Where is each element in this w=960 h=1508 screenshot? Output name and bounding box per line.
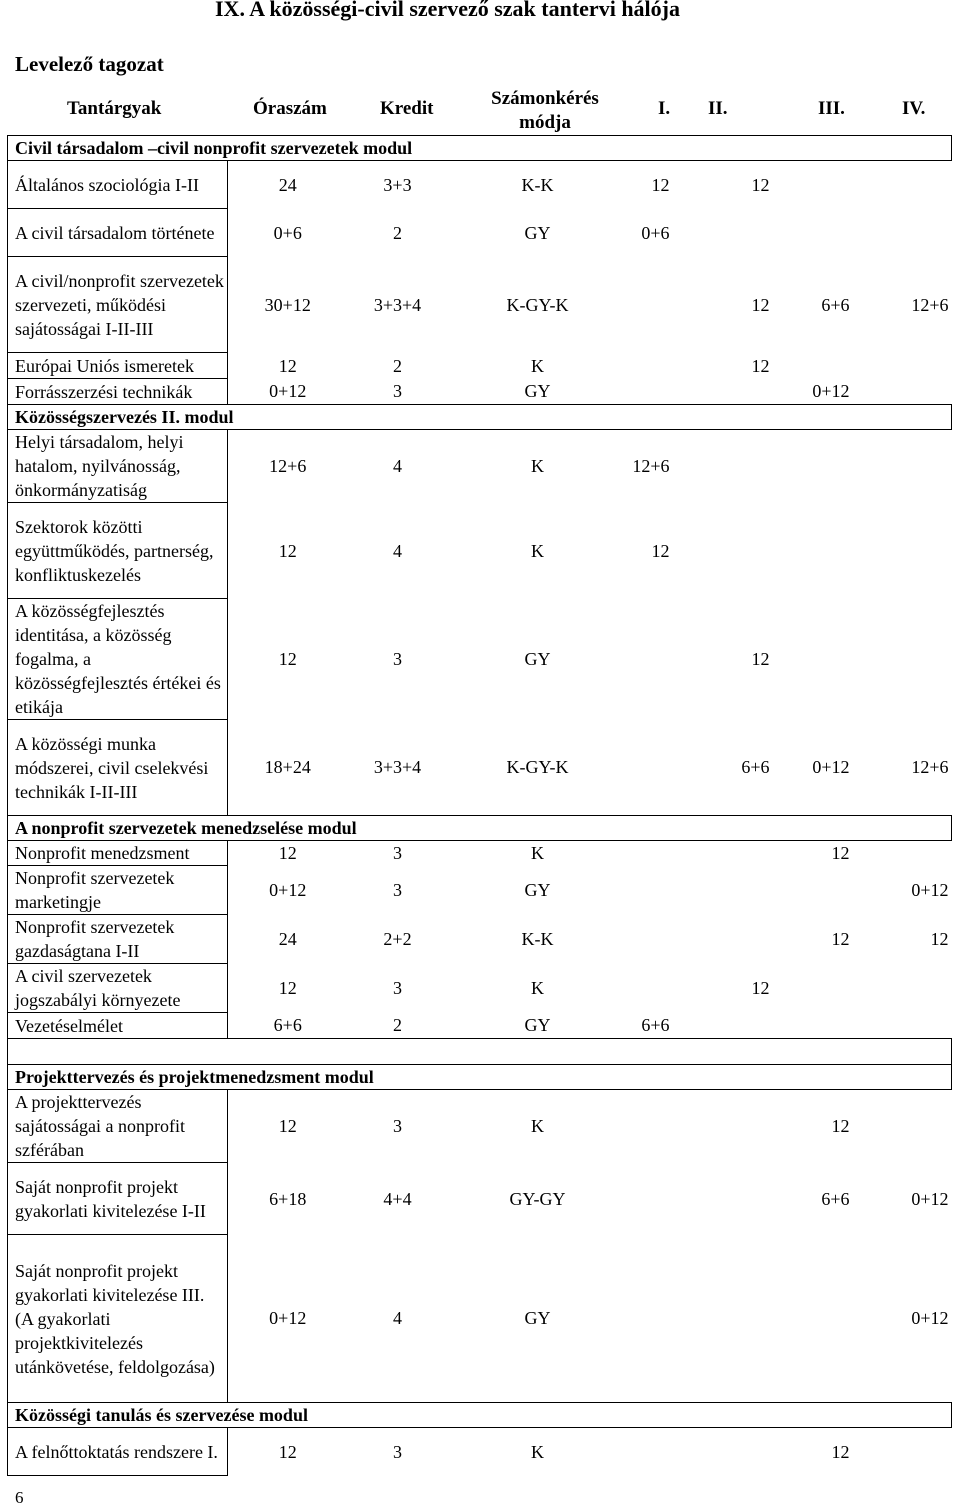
term-3-cell: 12 — [831, 929, 850, 949]
subject-name: A civil/nonprofit szervezetek szervezeti, működési sajátosságai I-II-III — [8, 257, 228, 353]
term-3-cell — [773, 503, 853, 599]
credit-cell: 3 — [393, 649, 402, 669]
term-1-cell: 6+6 — [641, 1015, 670, 1036]
subject-name: Szektorok közötti együttműködés, partnerség, konfliktuskezelés — [8, 503, 228, 599]
subject-name: Helyi társadalom, helyi hatalom, nyilvánosság, önkormányzatiság — [8, 430, 228, 503]
table-row — [8, 1090, 952, 1163]
term-3-cell: 12 — [831, 1441, 850, 1462]
credit-cell: 3 — [393, 1441, 402, 1462]
term-4-cell — [853, 964, 952, 1013]
subject-name: Nonprofit szervezetek marketingje — [8, 866, 228, 915]
term-1-cell — [628, 1090, 673, 1163]
term-4-cell — [853, 161, 952, 209]
module-row — [8, 136, 952, 161]
header-exam — [484, 87, 606, 135]
table-row — [8, 209, 952, 257]
subject-name: A civil társadalom története — [8, 209, 228, 257]
term-1-cell — [628, 1235, 673, 1403]
subject-name: A projekttervezés sajátosságai a nonprofit szférában — [8, 1090, 228, 1163]
module-title: A nonprofit szervezetek menedzselése modul — [8, 816, 952, 841]
hours-cell: 12 — [278, 1116, 297, 1137]
term-4-cell — [853, 353, 952, 379]
term-2-cell — [673, 379, 773, 405]
term-3-cell — [773, 599, 853, 720]
term-1-cell: 12 — [651, 174, 670, 195]
header-term-3: III. — [818, 98, 845, 119]
hours-cell: 0+12 — [269, 880, 307, 900]
hours-cell: 12 — [278, 355, 297, 376]
hours-cell: 0+12 — [269, 381, 307, 402]
hours-cell: 12 — [278, 649, 297, 669]
exam-cell: K — [531, 355, 544, 376]
credit-cell: 2 — [393, 355, 402, 376]
blank-row — [8, 1039, 952, 1065]
term-4-cell — [853, 841, 952, 866]
term-4-cell: 12+6 — [911, 294, 949, 315]
hours-cell: 12 — [278, 540, 297, 561]
credit-cell: 3 — [393, 843, 402, 864]
credit-cell: 2 — [393, 222, 402, 243]
exam-cell: K — [531, 843, 544, 864]
term-3-cell: 0+12 — [812, 381, 850, 402]
table-row — [8, 964, 952, 1013]
term-2-cell: 12 — [751, 978, 770, 998]
term-3-cell — [773, 964, 853, 1013]
term-2-cell: 6+6 — [741, 757, 770, 778]
term-2-cell: 12 — [751, 355, 770, 376]
header-hours: Óraszám — [253, 98, 327, 119]
term-1-cell: 12 — [651, 540, 670, 561]
header-term-2: II. — [708, 98, 728, 119]
table-row — [8, 1428, 952, 1476]
table-row — [8, 1013, 952, 1039]
term-2-cell — [673, 1090, 773, 1163]
term-4-cell: 0+12 — [911, 1308, 949, 1329]
table-row — [8, 257, 952, 353]
module-title: Közösségszervezés II. modul — [8, 405, 952, 430]
subject-name: A közösségfejlesztés identitása, a közösség fogalma, a közösségfejlesztés értékei és etikája — [8, 599, 228, 720]
term-1-cell — [628, 915, 673, 964]
subject-name: Vezetéselmélet — [8, 1013, 228, 1039]
credit-cell: 3 — [393, 880, 402, 900]
exam-cell: GY — [524, 1308, 551, 1329]
hours-cell: 24 — [278, 174, 297, 195]
table-row — [8, 915, 952, 964]
credit-cell: 4 — [393, 540, 402, 561]
hours-cell: 6+6 — [273, 1015, 302, 1036]
hours-cell: 0+12 — [269, 1308, 307, 1329]
table-row — [8, 503, 952, 599]
term-2-cell: 12 — [751, 174, 770, 195]
term-4-cell: 12 — [930, 929, 949, 949]
term-2-cell — [673, 1013, 773, 1039]
header-term-4: IV. — [902, 98, 926, 119]
exam-cell: GY — [524, 649, 551, 669]
module-title: Közösségi tanulás és szervezése modul — [8, 1403, 952, 1428]
term-4-cell: 12+6 — [911, 757, 949, 778]
hours-cell: 6+18 — [269, 1188, 307, 1209]
credit-cell: 4+4 — [383, 1188, 412, 1209]
credit-cell: 3 — [393, 1116, 402, 1137]
term-4-cell — [853, 209, 952, 257]
credit-cell: 3+3+4 — [373, 757, 422, 778]
credit-cell: 2+2 — [383, 929, 412, 949]
term-2-cell — [673, 1163, 773, 1235]
subject-name: Nonprofit menedzsment — [8, 841, 228, 866]
table-row — [8, 866, 952, 915]
credit-cell: 4 — [393, 456, 402, 477]
term-3-cell — [773, 866, 853, 915]
credit-cell: 4 — [393, 1308, 402, 1329]
module-title: Projekttervezés és projektmenedzsment modul — [8, 1065, 952, 1090]
term-1-cell — [628, 353, 673, 379]
header-credit: Kredit — [380, 98, 434, 119]
exam-cell: GY — [524, 381, 551, 402]
module-row — [8, 816, 952, 841]
subject-name: Európai Uniós ismeretek — [8, 353, 228, 379]
header-term-1: I. — [658, 98, 671, 119]
term-1-cell — [628, 1428, 673, 1476]
hours-cell: 30+12 — [264, 294, 311, 315]
table-row — [8, 430, 952, 503]
term-3-cell: 6+6 — [821, 294, 850, 315]
hours-cell: 24 — [278, 929, 297, 949]
term-3-cell — [773, 1013, 853, 1039]
module-row — [8, 1403, 952, 1428]
term-3-cell — [773, 430, 853, 503]
exam-cell: GY — [524, 222, 551, 243]
exam-cell: GY — [524, 880, 551, 900]
term-1-cell: 0+6 — [641, 222, 670, 243]
term-1-cell — [628, 841, 673, 866]
term-4-cell — [853, 379, 952, 405]
term-2-cell — [673, 430, 773, 503]
exam-cell: K — [531, 540, 544, 561]
term-4-cell — [853, 1428, 952, 1476]
table-row — [8, 379, 952, 405]
page-number: 6 — [15, 1488, 24, 1507]
term-4-cell — [853, 1013, 952, 1039]
term-3-cell: 0+12 — [812, 757, 850, 778]
term-2-cell — [673, 1428, 773, 1476]
hours-cell: 18+24 — [264, 757, 311, 778]
term-1-cell — [628, 964, 673, 1013]
term-1-cell: 12+6 — [632, 456, 670, 477]
exam-cell: GY-GY — [509, 1188, 566, 1209]
term-1-cell — [628, 257, 673, 353]
hours-cell: 12 — [278, 978, 297, 998]
subject-name: Forrásszerzési technikák — [8, 379, 228, 405]
hours-cell: 12 — [278, 1441, 297, 1462]
blank-cell — [8, 1039, 952, 1065]
term-2-cell — [673, 209, 773, 257]
term-1-cell — [628, 1163, 673, 1235]
module-row — [8, 1065, 952, 1090]
term-2-cell — [673, 841, 773, 866]
term-4-cell — [853, 1090, 952, 1163]
term-3-cell — [773, 209, 853, 257]
term-2-cell — [673, 503, 773, 599]
table-row — [8, 1163, 952, 1235]
term-2-cell — [673, 1235, 773, 1403]
header-subjects: Tantárgyak — [67, 98, 162, 119]
table-row — [8, 161, 952, 209]
exam-cell: K-K — [521, 174, 554, 195]
subject-name: A felnőttoktatás rendszere I. — [8, 1428, 228, 1476]
exam-cell: K — [531, 978, 544, 998]
header-exam-line1: Számonkérés — [491, 88, 599, 109]
subject-name: Nonprofit szervezetek gazdaságtana I-II — [8, 915, 228, 964]
page-title: IX. A közösségi-civil szervező szak tantervi hálója — [215, 0, 680, 21]
term-2-cell — [673, 915, 773, 964]
page-subtitle: Levelező tagozat — [15, 52, 164, 76]
term-2-cell — [673, 866, 773, 915]
subject-name: A közösségi munka módszerei, civil cselekvési technikák I-II-III — [8, 720, 228, 816]
term-4-cell: 0+12 — [911, 1188, 949, 1209]
exam-cell: K-GY-K — [506, 294, 569, 315]
module-row — [8, 405, 952, 430]
term-3-cell: 12 — [831, 1116, 850, 1137]
subject-name: A civil szervezetek jogszabályi környezete — [8, 964, 228, 1013]
exam-cell: K — [531, 1116, 544, 1137]
term-1-cell — [628, 720, 673, 816]
table-row — [8, 841, 952, 866]
header-exam-line2: módja — [519, 112, 571, 133]
table-row — [8, 599, 952, 720]
term-3-cell — [773, 353, 853, 379]
term-3-cell: 12 — [831, 843, 850, 864]
term-4-cell: 0+12 — [911, 880, 949, 900]
exam-cell: K — [531, 456, 544, 477]
term-1-cell — [628, 866, 673, 915]
term-3-cell: 6+6 — [821, 1188, 850, 1209]
exam-cell: K-GY-K — [506, 757, 569, 778]
term-3-cell — [773, 161, 853, 209]
credit-cell: 3+3 — [383, 174, 412, 195]
exam-cell: K — [531, 1441, 544, 1462]
subject-name: Saját nonprofit projekt gyakorlati kivitelezése III. (A gyakorlati projektkivitelezés utánkövetése, feldolgozása) — [8, 1235, 228, 1403]
term-4-cell — [853, 430, 952, 503]
credit-cell: 3+3+4 — [373, 294, 422, 315]
table-row — [8, 720, 952, 816]
curriculum-table — [7, 135, 952, 1476]
term-4-cell — [853, 503, 952, 599]
module-title: Civil társadalom –civil nonprofit szervezetek modul — [8, 136, 952, 161]
term-2-cell: 12 — [751, 649, 770, 669]
exam-cell: GY — [524, 1015, 551, 1036]
table-row — [8, 1235, 952, 1403]
term-1-cell — [628, 379, 673, 405]
hours-cell: 12 — [278, 843, 297, 864]
term-3-cell — [773, 1235, 853, 1403]
hours-cell: 0+6 — [273, 222, 302, 243]
term-2-cell: 12 — [751, 294, 770, 315]
hours-cell: 12+6 — [269, 456, 307, 477]
table-row — [8, 353, 952, 379]
term-4-cell — [853, 599, 952, 720]
exam-cell: K-K — [521, 929, 554, 949]
term-1-cell — [628, 599, 673, 720]
credit-cell: 3 — [393, 381, 402, 402]
subject-name: Általános szociológia I-II — [8, 161, 228, 209]
credit-cell: 3 — [393, 978, 402, 998]
credit-cell: 2 — [393, 1015, 402, 1036]
subject-name: Saját nonprofit projekt gyakorlati kivitelezése I-II — [8, 1163, 228, 1235]
